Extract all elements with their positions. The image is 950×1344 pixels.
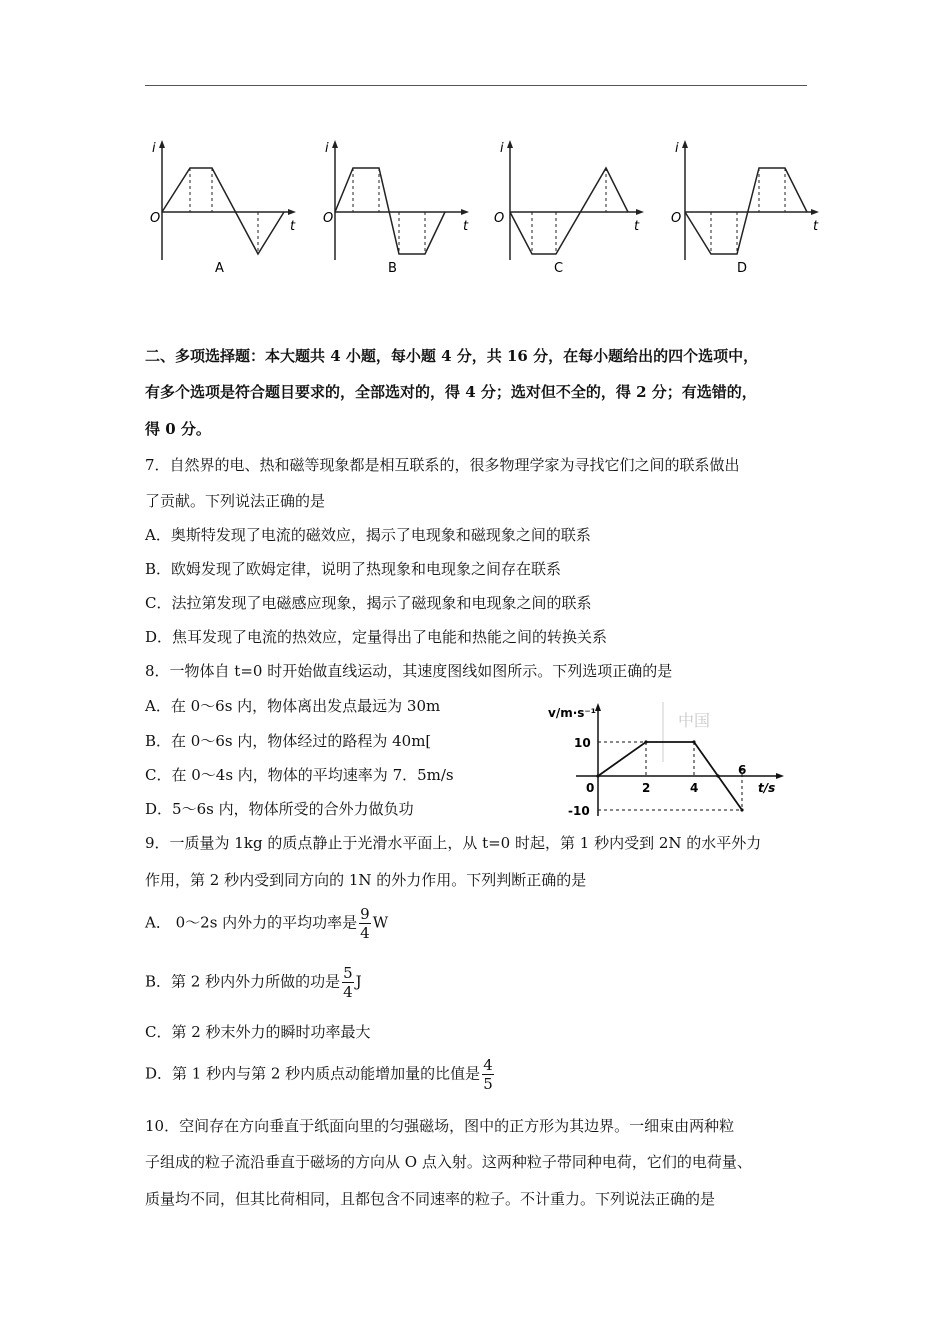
y-tick-label-10: 10	[574, 736, 591, 750]
q9-option-d-text: D．第 1 秒内与第 2 秒内质点动能增加量的比值是	[145, 1064, 481, 1083]
q9-option-b-text: B．第 2 秒内外力所做的功是	[145, 972, 341, 991]
chart-watermark: 中国	[678, 711, 711, 730]
section2-line2: 有多个选项是符合题目要求的，全部选对的，得 4 分；选对但不全的，得 2 分；有选错的，	[145, 383, 757, 401]
q7-option-a: A．奥斯特发现了电流的磁效应，揭示了电现象和磁现象之间的联系	[145, 526, 591, 544]
velocity-time-chart	[538, 702, 798, 820]
q9-a-unit: W	[372, 913, 389, 932]
q9-b-denominator: 4	[343, 983, 353, 1001]
q9-option-b-fraction	[342, 964, 354, 1001]
q10-line-2: 子组成的粒子流沿垂直于磁场的方向从 O 点入射。这两种粒子带同种电荷，它们的电荷量、	[145, 1153, 752, 1171]
velocity-point-t6	[740, 808, 743, 811]
graph-b-axis-t: t	[463, 219, 469, 234]
q9-option-a-fraction	[359, 905, 371, 942]
q9-b-unit: J	[355, 972, 362, 991]
q8-option-d: D．5～6s 内，物体所受的合外力做负功	[145, 800, 414, 818]
graph-a-label: A	[215, 261, 224, 276]
graph-d-label: D	[737, 261, 748, 276]
graph-a-axis-i: i	[152, 141, 156, 156]
graph-d-origin: O	[671, 211, 682, 226]
graph-c-label: C	[554, 261, 564, 276]
graph-c-axis-i: i	[500, 141, 504, 156]
q9-d-denominator: 5	[483, 1075, 493, 1093]
q7-option-d: D．焦耳发现了电流的热效应，定量得出了电能和热能之间的转换关系	[145, 628, 608, 646]
graph-b-axis-i: i	[325, 141, 329, 156]
section2-line1: 二、多项选择题：本大题共 4 小题，每小题 4 分，共 16 分，在每小题给出的四个选项中，	[145, 347, 759, 365]
graph-a-axis-t: t	[290, 219, 296, 234]
q9-b-numerator: 5	[343, 964, 353, 982]
q9-option-a	[145, 905, 388, 942]
option-graphs	[140, 130, 840, 290]
q7-stem-2: 了贡献。下列说法正确的是	[145, 492, 326, 510]
section2-line3: 得 0 分。	[145, 420, 211, 438]
graph-b-origin: O	[323, 211, 334, 226]
q7-stem-1: 7．自然界的电、热和磁等现象都是相互联系的，很多物理学家为寻找它们之间的联系做出	[145, 456, 740, 474]
q8-option-b: B．在 0～6s 内，物体经过的路程为 40m[	[145, 732, 432, 750]
q9-a-denominator: 4	[360, 924, 370, 942]
y-tick-label--10: -10	[568, 804, 590, 818]
graph-c	[488, 130, 668, 290]
chart-y-label: v/m·s⁻¹	[548, 706, 596, 720]
graph-c-origin: O	[494, 211, 505, 226]
q9-stem-2: 作用，第 2 秒内受到同方向的 1N 的外力作用。下列判断正确的是	[145, 871, 587, 889]
graph-d-axis-i: i	[675, 141, 679, 156]
x-tick-label-4: 4	[690, 781, 699, 795]
q9-option-d	[145, 1056, 496, 1093]
velocity-point-t5	[716, 774, 719, 777]
velocity-point-t0	[596, 774, 599, 777]
q9-option-d-fraction	[482, 1056, 494, 1093]
q9-a-numerator: 9	[360, 905, 370, 923]
chart-x-label: t/s	[758, 781, 776, 795]
q7-option-b: B．欧姆发现了欧姆定律，说明了热现象和电现象之间存在联系	[145, 560, 562, 578]
graph-c-axis-t: t	[634, 219, 640, 234]
q10-line-1: 10．空间存在方向垂直于纸面向里的匀强磁场，图中的正方形为其边界。一细束由两种粒	[145, 1117, 735, 1135]
q9-d-numerator: 4	[483, 1056, 493, 1074]
q7-option-c: C．法拉第发现了电磁感应现象，揭示了磁现象和电现象之间的联系	[145, 594, 592, 612]
q8-stem: 8．一物体自 t=0 时开始做直线运动，其速度图线如图所示。下列选项正确的是	[145, 662, 673, 680]
x-tick-label-0: 0	[586, 781, 595, 795]
q8-option-c: C．在 0～4s 内，物体的平均速率为 7．5m/s	[145, 766, 454, 784]
graph-b-label: B	[388, 261, 397, 276]
q8-option-a: A．在 0～6s 内，物体离出发点最远为 30m	[145, 697, 441, 715]
velocity-point-t4	[692, 740, 695, 743]
x-tick-label-2: 2	[642, 781, 651, 795]
q10-line-3: 质量均不同，但其比荷相同，且都包含不同速率的粒子。不计重力。下列说法正确的是	[145, 1190, 716, 1208]
graph-d	[663, 130, 843, 290]
q9-option-b	[145, 964, 362, 1001]
q9-option-a-text: A． 0～2s 内外力的平均功率是	[145, 913, 358, 932]
q9-stem-1: 9．一质量为 1kg 的质点静止于光滑水平面上，从 t=0 时起，第 1 秒内受到 2N 的水平外力	[145, 834, 762, 852]
graph-d-axis-t: t	[813, 219, 819, 234]
graph-a-origin: O	[150, 211, 161, 226]
chart-x-arrow	[776, 773, 784, 779]
velocity-point-t2	[644, 740, 647, 743]
top-rule	[145, 85, 807, 86]
graph-b	[313, 130, 493, 290]
q9-option-c: C．第 2 秒末外力的瞬时功率最大	[145, 1023, 371, 1041]
x-tick-label-6: 6	[738, 763, 747, 777]
graph-a	[140, 130, 320, 290]
